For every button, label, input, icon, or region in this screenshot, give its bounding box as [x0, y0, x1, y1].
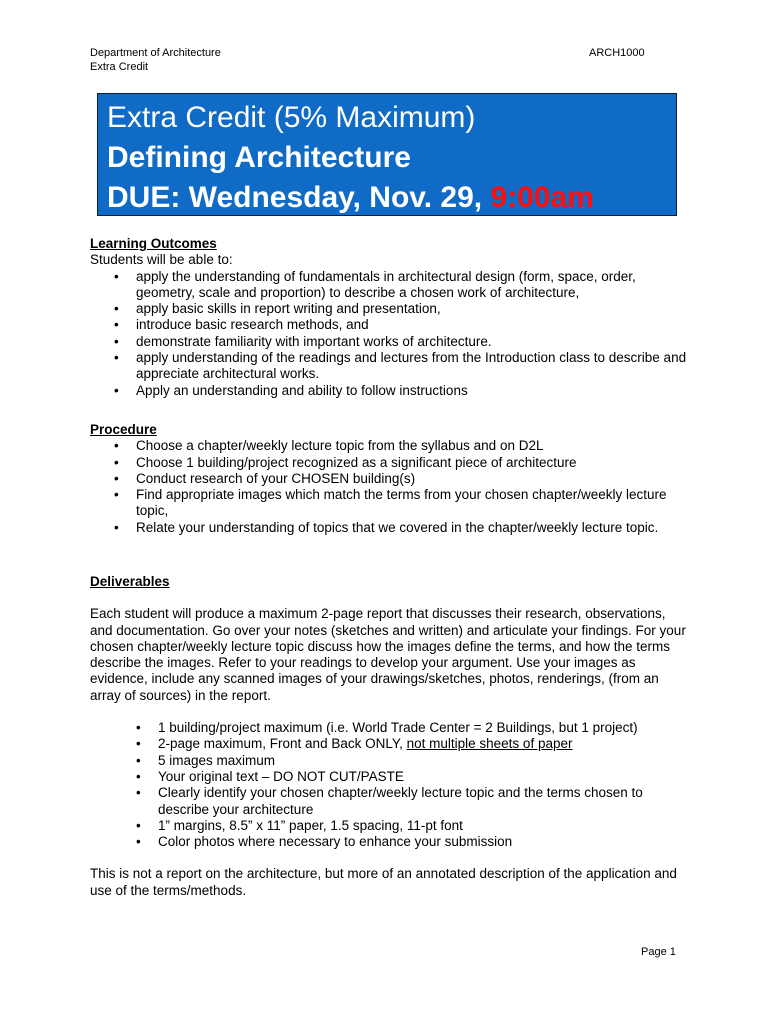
due-time: 9:00am	[490, 181, 594, 214]
list-item: • Find appropriate images which match the terms from your chosen chapter/weekly lecture topic,	[90, 487, 690, 520]
list-item: • 1” margins, 8.5” x 11” paper, 1.5 spacing, 11-pt font	[90, 818, 690, 834]
page-header-left	[90, 46, 221, 74]
list-item-text: 2-page maximum, Front and Back ONLY,	[158, 736, 407, 752]
title-line-extra-credit: Extra Credit (5% Maximum)	[107, 101, 476, 134]
learning-outcomes-title: Learning Outcomes	[90, 236, 217, 251]
deliverables-closing: This is not a report on the architecture, but more of an annotated description of the application and use of the terms/methods.	[90, 866, 677, 898]
list-item: • Clearly identify your chosen chapter/weekly lecture topic and the terms chosen to describe your architecture	[90, 785, 690, 818]
department-name: Department of Architecture	[90, 47, 221, 59]
list-item: • 1 building/project maximum (i.e. World Trade Center = 2 Buildings, but 1 project)	[90, 720, 690, 736]
list-item: • Your original text – DO NOT CUT/PASTE	[90, 769, 690, 785]
list-item: • Choose a chapter/weekly lecture topic from the syllabus and on D2L	[90, 438, 690, 454]
list-item: • apply understanding of the readings and lectures from the Introduction class to describe and appreciate architectural works.	[90, 350, 690, 383]
list-item: • Color photos where necessary to enhance your submission	[90, 834, 690, 850]
list-item: • Choose 1 building/project recognized as a significant piece of architecture	[90, 455, 690, 471]
title-line-defining-architecture: Defining Architecture	[107, 141, 411, 174]
procedure-section	[90, 422, 690, 536]
underlined-note: not multiple sheets of paper	[406, 736, 573, 752]
list-item: • introduce basic research methods, and	[90, 317, 690, 333]
due-date-text: DUE: Wednesday, Nov. 29,	[107, 181, 491, 214]
learning-outcomes-list	[90, 269, 690, 399]
title-line-due-date	[107, 178, 676, 218]
list-item: • apply the understanding of fundamentals in architectural design (form, space, order, geometry, scale and proportion) to describe a chosen work of architecture,	[90, 269, 690, 302]
procedure-list	[90, 438, 690, 536]
list-item: • demonstrate familiarity with important works of architecture.	[90, 334, 690, 350]
course-code: ARCH1000	[589, 47, 645, 59]
deliverables-paragraph: Each student will produce a maximum 2-page report that discusses their research, observations, and documentation. Go over your notes (sketches and written) and articulate your findings. For your chosen chapter/weekly lecture topic discuss how the images define the terms, and how the terms describe the images. Refer to your readings to develop your argument. Use your images as evidence, include any scanned images of your drawings/sketches, photos, renderings, (from an array of sources) in the report.	[90, 606, 686, 703]
list-item: • apply basic skills in report writing and presentation,	[90, 301, 690, 317]
learning-outcomes-section	[90, 236, 690, 399]
list-item: • Apply an understanding and ability to follow instructions	[90, 383, 690, 399]
list-item: • Relate your understanding of topics that we covered in the chapter/weekly lecture topic.	[90, 520, 690, 536]
title-banner	[97, 93, 677, 216]
deliverables-title: Deliverables	[90, 574, 170, 589]
document-type: Extra Credit	[90, 61, 149, 73]
page-number: Page 1	[641, 946, 676, 958]
deliverables-list	[90, 720, 690, 850]
list-item: • Conduct research of your CHOSEN building(s)	[90, 471, 690, 487]
list-item	[90, 736, 690, 752]
deliverables-section	[90, 574, 690, 899]
learning-outcomes-intro: Students will be able to:	[90, 252, 233, 268]
list-item: • 5 images maximum	[90, 753, 690, 769]
procedure-title: Procedure	[90, 422, 157, 437]
